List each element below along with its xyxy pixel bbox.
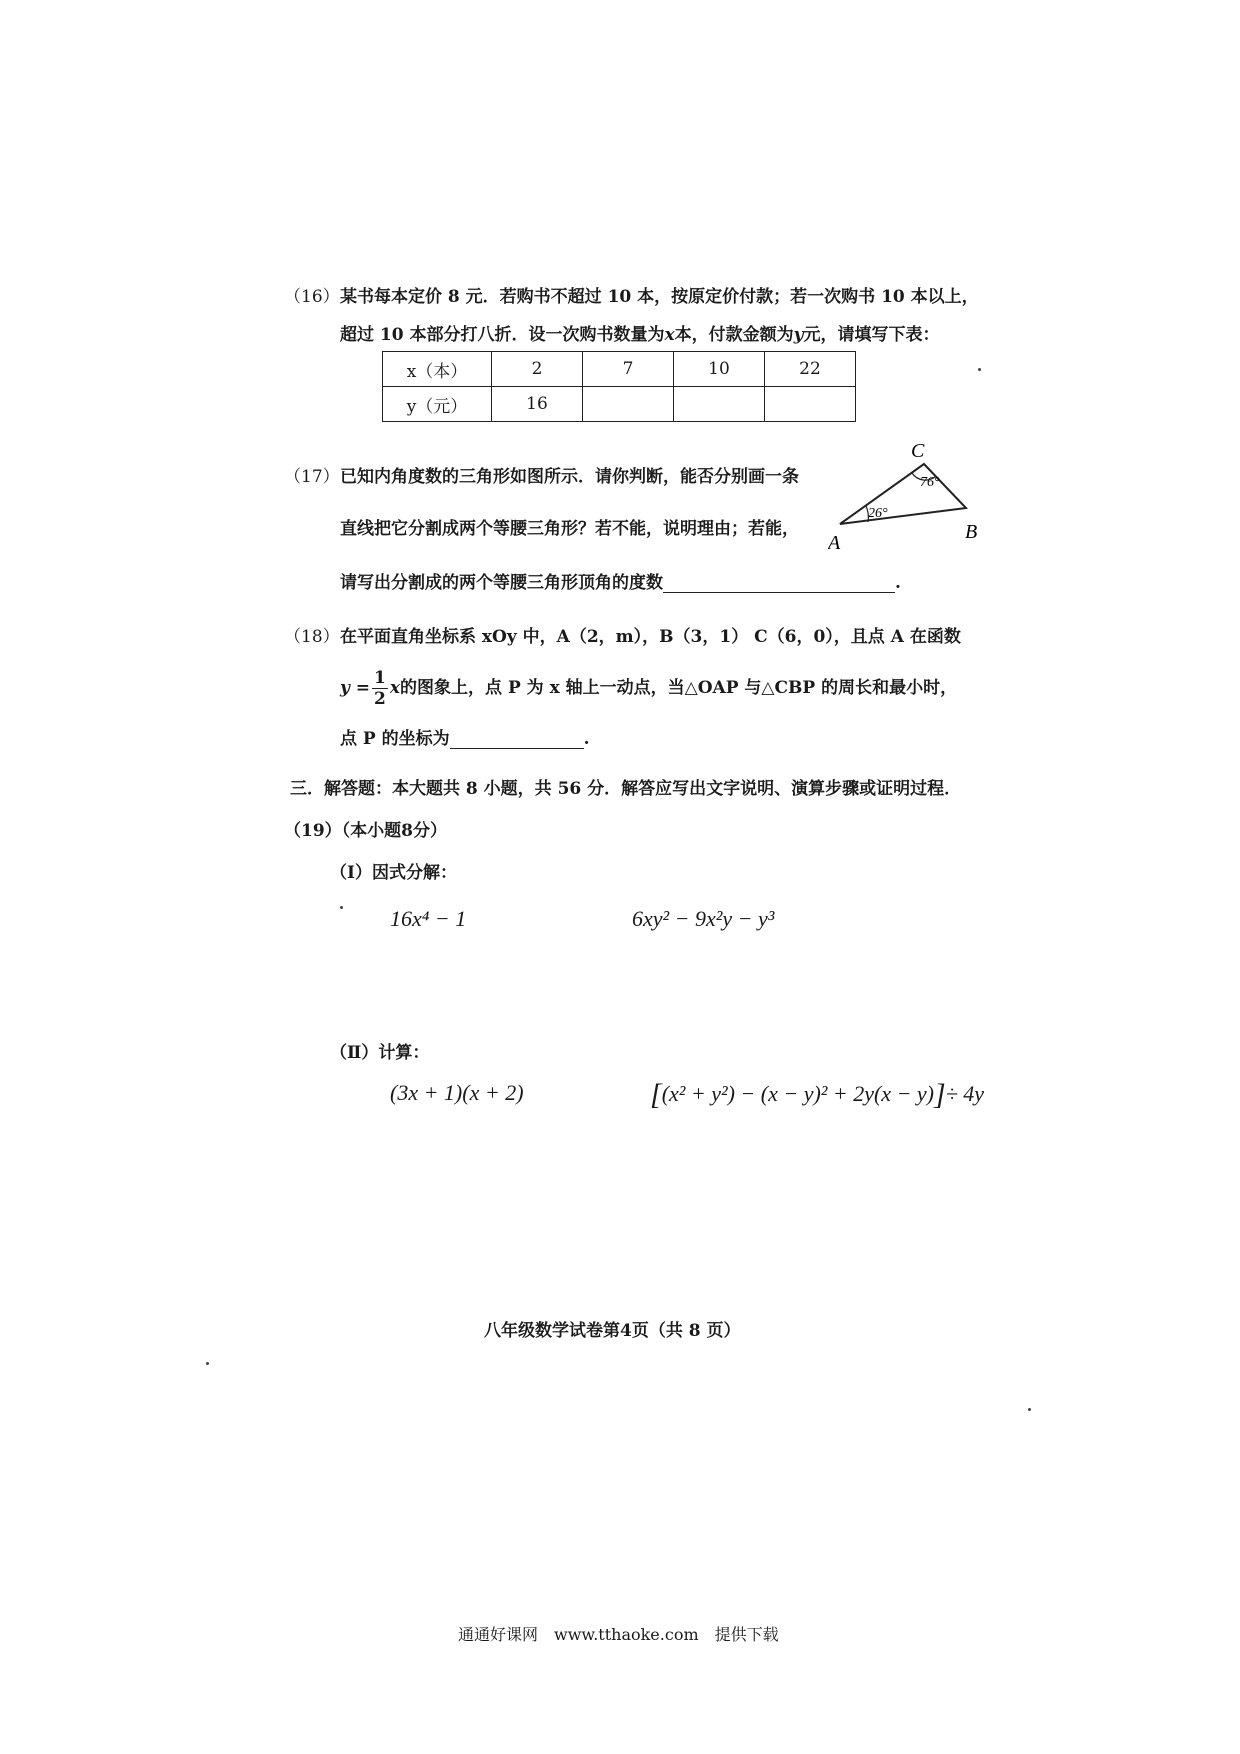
q17-answer-blank[interactable] [663,574,895,593]
scan-speck [340,906,343,909]
scan-speck [1028,1408,1031,1411]
q19-expr1: 16x⁴ − 1 [390,906,467,931]
q16-row2-label: y（元） [383,387,492,422]
q16-line1: 某书每本定价 8 元．若购书不超过 10 本，按原定价付款；若一次购书 10 本以上， [340,287,979,307]
q16-x-cell: 7 [583,352,674,387]
q19-expr2: 6xy² − 9x²y − y³ [632,906,775,931]
q18-func-lhs: y = [340,678,371,698]
q16-x-cell: 2 [492,352,583,387]
q16-x-cell: 10 [674,352,765,387]
q16-y-cell: 16 [492,387,583,422]
q17-number: （17） [284,467,340,487]
q18-frac-num: 1 [374,668,386,688]
q19-expr4-body: (x² + y²) − (x − y)² + 2y(x − y) [661,1081,935,1106]
q17-label-a: A [828,532,841,550]
q18-number: （18） [284,627,340,647]
q18-line2-text: 的图象上，点 P 为 x 轴上一动点，当△OAP 与△CBP 的周长和最小时， [400,678,958,698]
q17-line3-end: . [895,573,901,593]
q16-y-cell [583,387,674,422]
q17-line2: 直线把它分割成两个等腰三角形？若不能，说明理由；若能， [340,519,799,539]
scan-speck [978,368,981,371]
q18-frac-den: 2 [374,689,386,709]
q16-number: （16） [284,287,340,307]
q19-part2-label: （Ⅱ）计算： [330,1043,430,1063]
q16-line2-b: 本，付款金额为 [674,325,794,345]
page-footer: 八年级数学试卷第4页（共 8 页） [484,1321,741,1341]
q16-x-cell: 22 [765,352,856,387]
q16-y-cell [674,387,765,422]
scan-speck [206,1362,209,1365]
q17-triangle-figure [828,440,988,550]
q17-line3 [340,568,901,593]
q18-line3-end: . [583,729,590,749]
q17-triangle [840,464,966,524]
q18-line1: 在平面直角坐标系 xOy 中，A（2，m），B（3，1） C（6，0），且点 A 在函数 [340,627,961,647]
q19-right-bracket: ] [934,1078,946,1111]
q17-angle-a: 26° [868,506,888,521]
q19-expr4 [650,1078,984,1112]
q18-line3 [340,724,590,749]
q18-fraction [372,668,388,709]
q17-label-b: B [965,521,978,543]
q18-line3-text: 点 P 的坐标为 [340,729,450,749]
q17-line3-text: 请写出分割成的两个等腰三角形顶角的度数 [340,573,663,593]
q16-table [382,351,856,422]
q19-left-bracket: [ [650,1078,662,1111]
q17-label-c: C [911,440,925,462]
q17-angle-c: 76° [920,475,940,490]
q18-line2 [340,668,957,709]
q18-func-rhs: x [389,678,401,698]
q16-table-row-x [383,352,856,387]
q19-header: （19）（本小题8分） [284,821,447,841]
q16-line2-a: 超过 10 本部分打八折．设一次购书数量为 [340,325,665,345]
q16-y-cell [765,387,856,422]
q18-answer-blank[interactable] [450,730,584,749]
q19-expr4-suffix: ÷ 4y [945,1081,985,1106]
q16-table-row-y [383,387,856,422]
download-note: 通通好课网 www.tthaoke.com 提供下载 [458,1625,779,1644]
section3-heading: 三．解答题：本大题共 8 小题，共 56 分．解答应写出文字说明、演算步骤或证明过程． [290,779,962,799]
q16-line2-c: 元，请填写下表： [803,325,940,345]
q16-var-x: x [664,325,675,345]
q16-line2 [340,320,940,345]
q19-part1-label: （Ⅰ）因式分解： [330,863,457,883]
q17-line1: 已知内角度数的三角形如图所示．请你判断，能否分别画一条 [340,467,799,487]
q16-row1-label: x（本） [383,352,492,387]
q16-var-y: y [793,325,804,345]
q19-expr3: (3x + 1)(x + 2) [390,1080,524,1105]
